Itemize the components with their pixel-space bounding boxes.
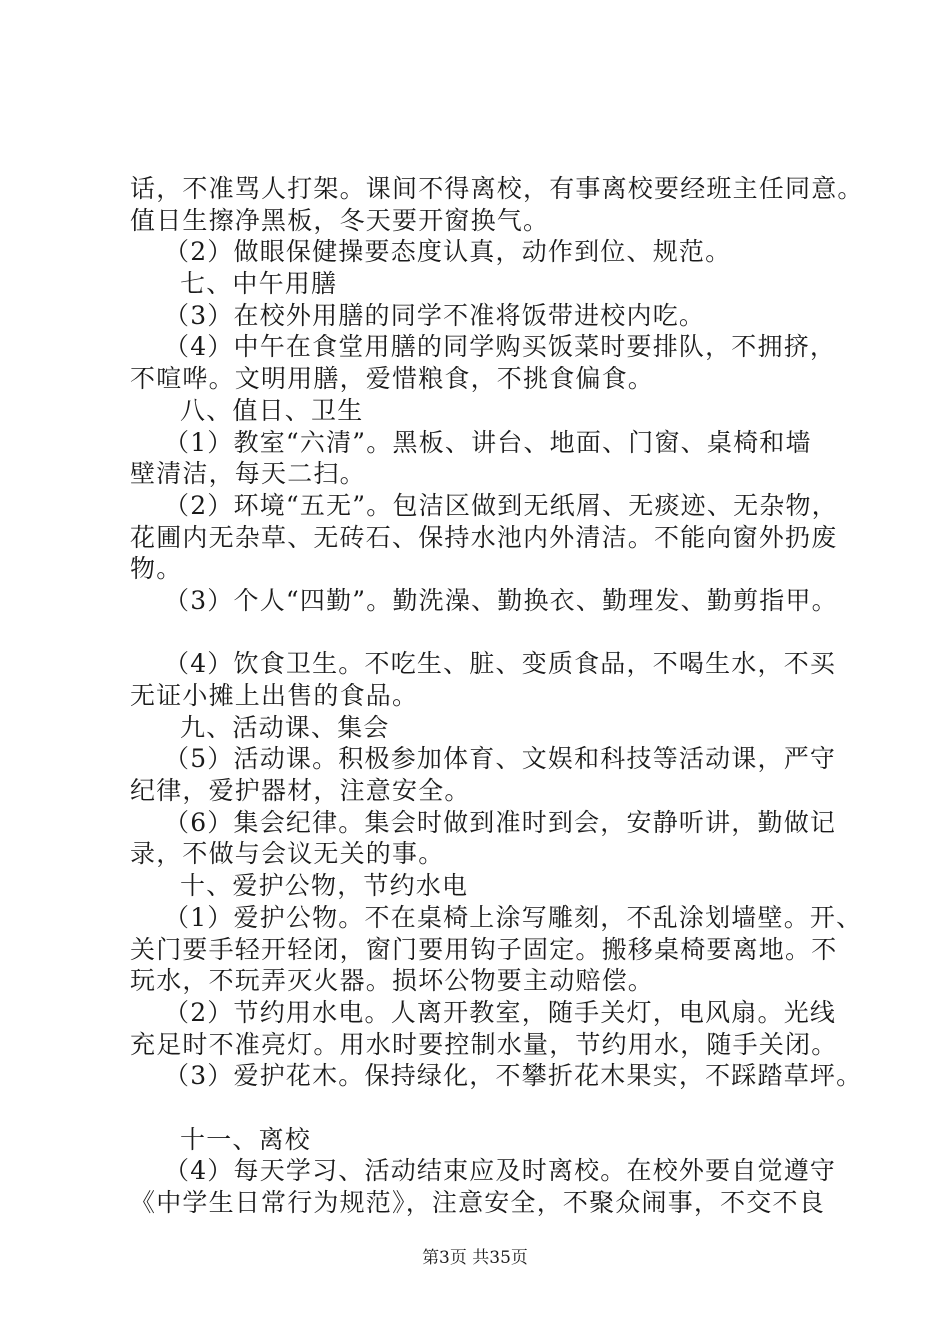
- body-text-line: 壁清洁，每天二扫。: [130, 459, 366, 489]
- body-text-line: （3）在校外用膳的同学不准将饭带进校内吃。: [164, 300, 706, 330]
- body-text-line: 物。: [130, 554, 183, 584]
- body-text-line: （2）环境“五无”。包洁区做到无纸屑、无痰迹、无杂物，: [164, 490, 838, 520]
- section-heading: 七、中午用膳: [180, 269, 338, 299]
- body-text-line: （1）教室“六清”。黑板、讲台、地面、门窗、桌椅和墙: [164, 427, 812, 457]
- blank-line: [130, 617, 860, 649]
- body-text-line: （5）活动课。积极参加体育、文娱和科技等活动课，严守: [164, 744, 837, 774]
- document-body: [130, 173, 864, 1219]
- body-text-line: 玩水，不玩弄灭火器。损坏公物要主动赔偿。: [130, 966, 655, 996]
- body-text-line: 《中学生日常行为规范》，注意安全，不聚众闹事，不交不良: [130, 1188, 825, 1217]
- body-text-line: （2）节约用水电。人离开教室，随手关灯，电风扇。光线: [164, 997, 837, 1027]
- section-heading: 九、活动课、集会: [180, 712, 390, 742]
- body-text-line: 充足时不准亮灯。用水时要控制水量，节约用水，随手关闭。: [130, 1029, 838, 1059]
- blank-line: [130, 1092, 860, 1124]
- body-text-line: 关门要手轻开轻闭，窗门要用钩子固定。搬移桌椅要离地。不: [130, 934, 838, 964]
- body-text-line: （4）饮食卫生。不吃生、脏、变质食品，不喝生水，不买: [164, 649, 837, 679]
- body-text-line: 无证小摊上出售的食品。: [130, 681, 419, 710]
- section-heading: 十、爱护公物，节约水电: [180, 871, 469, 901]
- section-heading: 八、值日、卫生: [180, 395, 364, 425]
- body-text-line: 纪律，爱护器材，注意安全。: [130, 776, 471, 806]
- body-text-line: （3）爱护花木。保持绿化，不攀折花木果实，不踩踏草坪。: [164, 1061, 863, 1091]
- body-text-line: 不喧哗。文明用膳，爱惜粮食，不挑食偏食。: [130, 364, 655, 394]
- body-text-line: 话，不准骂人打架。课间不得离校，有事离校要经班主任同意。: [130, 174, 864, 203]
- body-text-line: 值日生擦净黑板，冬天要开窗换气。: [130, 205, 550, 235]
- body-text-line: （6）集会纪律。集会时做到准时到会，安静听讲，勤做记: [164, 807, 837, 837]
- section-heading: 十一、离校: [180, 1124, 312, 1154]
- body-text-line: （4）每天学习、活动结束应及时离校。在校外要自觉遵守: [164, 1156, 837, 1186]
- body-text-line: （2）做眼保健操要态度认真，动作到位、规范。: [164, 237, 732, 267]
- body-text-line: （4）中午在食堂用膳的同学购买饭菜时要排队，不拥挤，: [164, 332, 837, 362]
- body-text-line: 花圃内无杂草、无砖石、保持水池内外清洁。不能向窗外扔废: [130, 522, 838, 552]
- page-footer: 第3页 共35页: [422, 1248, 528, 1268]
- body-text-line: （1）爱护公物。不在桌椅上涂写雕刻，不乱涂划墙壁。开、: [164, 902, 863, 932]
- body-text-line: （3）个人“四勤”。勤洗澡、勤换衣、勤理发、勤剪指甲。: [164, 585, 838, 615]
- body-text-line: 录，不做与会议无关的事。: [130, 839, 445, 869]
